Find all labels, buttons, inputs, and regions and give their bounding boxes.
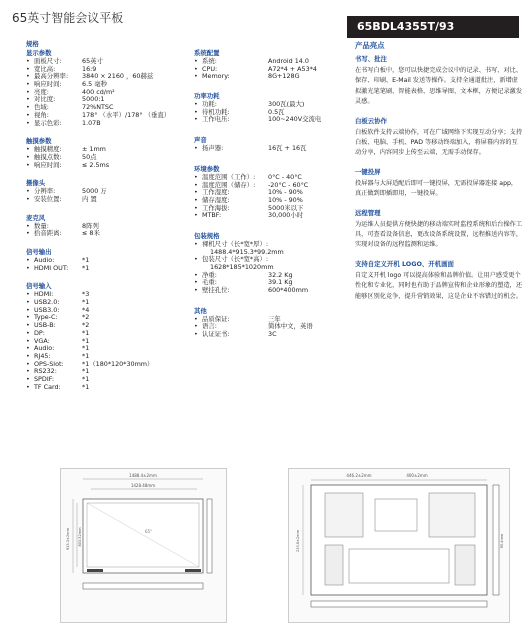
bullet-icon: • [26,321,30,330]
section-title-camera: 摄像头 [26,179,46,188]
spec-section-display [26,40,191,127]
spec-value: 8G+128G [268,72,300,81]
spec-section-system [194,49,344,81]
spec-row [26,162,191,170]
spec-value: 100~240V交流电 [268,115,322,124]
spec-key: HDMI OUT: [34,263,69,272]
bullet-icon: • [26,263,30,272]
spec-key: 扬声器: [202,144,224,153]
section-title-other: 其他 [194,306,207,315]
bullet-icon: • [26,57,30,65]
spec-key: 功耗: [202,100,217,109]
spec-section-other [194,307,344,339]
spec-section-env [194,165,344,220]
bullet-icon: • [194,64,198,73]
spec-key: 毛重: [202,278,217,287]
spec-key: 工作海拔: [202,203,230,212]
back-view-drawing [288,468,510,623]
spec-key: 温度范围（储存）: [202,180,256,189]
spec-row [26,120,191,128]
bullet-icon: • [194,100,198,109]
spec-value: *1 [82,374,90,383]
spec-section-sound [194,136,344,153]
bullet-icon: • [26,145,30,154]
back-right-dim: 95.4mm [500,533,504,549]
spec-key: 对比度: [34,95,56,104]
spec-row [26,265,191,273]
bullet-icon: • [26,95,30,104]
spec-section-signal_in [26,282,191,391]
bullet-icon: • [26,336,30,345]
spec-value: 32.2 Kg [268,270,293,279]
spec-value: 178° （水平）/178° （垂直） [82,110,171,119]
front-side-dim: 915.3±2mm [66,528,70,550]
spec-key: MTBF: [202,211,222,220]
spec-value: *1 [82,344,90,353]
bullet-icon: • [26,194,30,203]
spec-key: 分辨率: [34,187,56,196]
spec-key: 包装尺寸（长*宽*高）: [202,255,269,264]
spec-value: 1.07B [82,118,101,127]
spec-key: 面板尺寸: [34,57,62,65]
spec-value: 10% - 90% [268,188,303,197]
spec-value: *1 [82,367,90,376]
spec-value: -20°C - 60°C [268,180,309,189]
bullet-icon: • [194,211,198,220]
highlight-title: 白板云协作 [355,116,387,125]
bullet-icon: • [194,255,198,264]
spec-key: 净重: [202,270,217,279]
bullet-icon: • [26,374,30,383]
bullet-icon: • [26,72,30,81]
spec-value: 8阵列 [82,221,99,230]
spec-value: 50点 [82,152,97,161]
bullet-icon: • [26,351,30,360]
bullet-icon: • [194,180,198,189]
spec-value: 5000米以下 [268,203,304,212]
section-title-signal_in: 信号输入 [26,282,52,291]
highlights-column [355,40,523,302]
page-title: 65英寸智能会议平板 [12,11,124,25]
spec-value: 10% - 90% [268,195,303,204]
spec-value: *1 [82,382,90,391]
spec-key: USB-B: [34,321,56,330]
spec-value: 3840 × 2160 ，60赫兹 [82,72,154,81]
section-title-mic: 麦克风 [26,213,46,222]
spec-key: 色域: [34,103,49,112]
bullet-icon: • [194,72,198,81]
highlight-text: 在书写白板中，您可以快捷完成会议中的记录、书写、对比、保存、印刷、E-Mail 发送等操作。支持全通道批注，新增虚拟激光笔笔刷、智能表格、思维导图、文本框，方便记录激发灵感。 [355,67,523,106]
spec-value: *4 [82,305,90,314]
spec-key: 触摸点数: [34,152,62,161]
spec-key: Audio: [34,344,55,353]
spec-key: 储存湿度: [202,195,230,204]
spec-key: 工作电压: [202,115,230,124]
bullet-icon: • [26,344,30,353]
bullet-icon: • [26,367,30,376]
bullet-icon: • [26,187,30,196]
back-view-svg [289,469,509,622]
spec-value: ± 1mm [82,145,106,154]
spec-key: 响应时间: [34,160,62,169]
spec-key: 亮度: [34,87,49,96]
spec-value: *1 [82,328,90,337]
section-title-display: 显示参数 [26,49,52,57]
spec-row [26,230,191,238]
front-view-drawing [60,468,227,623]
spec-row [26,345,191,353]
section-title-package: 包装规格 [194,231,220,240]
front-inner-dim: 1428.48mm [130,483,156,488]
spec-value: 5000 万 [82,187,107,196]
specs-column-left [26,40,191,391]
spec-value: 简体中文，英语 [268,322,313,331]
spec-key: VGA: [34,336,50,345]
bullet-icon: • [26,118,30,127]
section-title-power: 功率功耗 [194,92,220,101]
spec-section-package [194,232,344,295]
back-top-right-dim: 400±2mm [406,473,428,478]
spec-value: *1（180*120*30mm） [82,359,154,368]
spec-row [26,330,191,338]
spec-key: SPDIF: [34,374,55,383]
bullet-icon: • [26,64,30,73]
model-banner: 65BDL4355T/93 [347,16,519,38]
spec-key: OPS-Slot: [34,359,64,368]
bullet-icon: • [194,239,198,248]
spec-row [26,384,191,392]
section-title-env: 环境参数 [194,164,220,173]
spec-key: USB3.0: [34,305,60,314]
bullet-icon: • [194,107,198,116]
spec-key: 温度范围（工作）: [202,172,256,181]
bullet-icon: • [194,115,198,124]
bullet-icon: • [194,195,198,204]
bullet-icon: • [194,322,198,331]
spec-value: 三年 [268,314,281,323]
spec-value: 0°C - 40°C [268,172,302,181]
spec-value: 3C [268,330,277,339]
bullet-icon: • [26,305,30,314]
highlight-title: 远程管理 [355,208,381,217]
spec-key: CPU: [202,64,218,73]
spec-value: 16瓦 + 16瓦 [268,144,307,153]
spec-value: 30,000小时 [268,211,304,220]
spec-key: RJ45: [34,351,51,360]
front-diag-label: 65" [145,529,152,534]
spec-key: 最高分辨率: [34,72,69,81]
spec-value: 600*400mm [268,286,309,295]
bullet-icon: • [194,144,198,153]
highlight-text: 自定义开机 logo 可以提高体验和品牌价值。让用户感受更个性化和专业化，同时也有助于品牌宣传和企业形象的塑造，还能够区别化竞争，提升营销效果，这是企业不容错过的机会。 [355,271,523,300]
bullet-icon: • [194,286,198,295]
spec-section-camera [26,179,191,203]
bullet-icon: • [26,256,30,264]
bullet-icon: • [194,172,198,181]
spec-key: 壁挂孔位: [202,286,230,295]
bullet-icon: • [26,87,30,96]
spec-key: Type-C: [34,313,58,322]
spec-section-power [194,92,344,124]
bullet-icon: • [26,298,30,307]
spec-key: 宽比高: [34,64,56,73]
spec-key: 系统: [202,57,217,65]
spec-key: USB2.0: [34,298,60,307]
spec-value: 内 置 [82,194,97,203]
spec-key: 安装位置: [34,194,62,203]
front-top-dim: 1488.4±2mm [129,473,157,478]
spec-value: 5000:1 [82,95,105,104]
bullet-icon: • [26,221,30,230]
spec-value: 0.5瓦 [268,107,285,116]
spec-key: 待机功耗: [202,107,230,116]
bullet-icon: • [194,330,198,339]
highlight-text: 为运维人员提供方便快捷的移动端实时监控系统和后台操作工具，可查看设备信息，更改设备系统设置，远程推送内容等，实现对设备的远程监测和运维。 [355,220,523,249]
spec-key: Memory: [202,72,230,81]
back-left-dim: 233.6±2mm [296,530,300,552]
spec-value: 300瓦(最大) [268,100,305,109]
section-title-system: 系统配置 [194,49,220,57]
bullet-icon: • [194,314,198,323]
spec-value: *1 [82,263,90,272]
spec-key: 拾音距离: [34,229,62,238]
specs-header: 规格 [26,40,39,48]
spec-section-touch [26,137,191,169]
bullet-icon: • [194,203,198,212]
highlight-title: 一键投屏 [355,167,381,176]
spec-row [194,116,344,124]
spec-key: TF Card: [34,382,61,391]
spec-value: 400 cd/m² [82,87,115,96]
spec-key: DP: [34,328,45,337]
spec-key: Audio: [34,256,55,264]
bullet-icon: • [26,152,30,161]
spec-key: 数量: [34,221,49,230]
bullet-icon: • [26,80,30,89]
bullet-icon: • [26,160,30,169]
spec-value: *1 [82,351,90,360]
spec-row [194,145,344,153]
spec-value: 39.1 Kg [268,278,293,287]
back-top-left-dim: 446.2±2mm [346,473,372,478]
spec-row [26,196,191,204]
spec-row [194,287,344,295]
spec-key: 响应时间: [34,80,62,89]
highlights-header: 产品亮点 [355,41,385,50]
bullet-icon: • [194,188,198,197]
spec-row [26,322,191,330]
spec-value: 65英寸 [82,57,103,65]
spec-row [194,212,344,220]
spec-value: 6.5 毫秒 [82,80,107,89]
spec-value: A72*4 + A53*4 [268,64,317,73]
section-title-signal_out: 信号输出 [26,248,52,256]
spec-value: 16:9 [82,64,97,73]
spec-key: 语言: [202,322,217,331]
spec-row [194,331,344,339]
spec-value: Android 14.0 [268,57,309,65]
section-title-sound: 声音 [194,136,207,145]
bullet-icon: • [26,359,30,368]
spec-value: *1 [82,256,90,264]
spec-value: 1628*185*1020mm [210,263,274,271]
bullet-icon: • [26,313,30,322]
bullet-icon: • [26,103,30,112]
specs-column-middle [194,49,344,339]
bullet-icon: • [26,290,30,299]
highlight-title: 支持自定义开机 LOGO、开机画面 [355,259,454,268]
spec-value: *3 [82,290,90,299]
spec-value: *2 [82,313,90,322]
spec-value: *1 [82,336,90,345]
highlight-text: 投屏器与大屏适配后即可一键投屏，无需投屏器连接 app，真正做到即插即用，一键投屏。 [355,179,518,198]
highlight-title: 书写、批注 [355,55,387,63]
spec-key: RS232: [34,367,57,376]
bullet-icon: • [194,270,198,279]
spec-key: 认证证书: [202,330,230,339]
spec-value: ≤ 2.5ms [82,160,110,169]
spec-key: 视角: [34,110,49,119]
spec-value: 72%NTSC [82,103,114,112]
spec-value: 1488.4*915.3*99.2mm [210,247,284,256]
spec-section-mic [26,214,191,238]
spec-key: 显示色彩: [34,118,62,127]
spec-key: 裸机尺寸（长*宽*厚）: [202,239,269,248]
bullet-icon: • [26,328,30,337]
bullet-icon: • [26,110,30,119]
spec-key: 工作湿度: [202,188,230,197]
highlight-text: 白板软件支持云端协作，可在广域网络下实现互动分享；支持白板、电脑、手机、PAD 等移动终端加入，将屏幕内容的互动分享，内容同步上传至云端，无需手动保存。 [355,128,523,157]
front-view-svg [61,469,226,622]
bullet-icon: • [26,382,30,391]
spec-value: *2 [82,321,90,330]
spec-value: ≤ 8米 [82,229,100,238]
bullet-icon: • [26,229,30,238]
spec-key: 品质保证: [202,314,230,323]
spec-section-signal_out [26,248,191,272]
front-side-inner: 803.52mm [78,527,82,547]
spec-key: 触摸精度: [34,145,62,154]
section-title-touch: 触摸参数 [26,137,52,146]
spec-row [194,73,344,81]
bullet-icon: • [194,278,198,287]
bullet-icon: • [194,57,198,65]
spec-key: HDMI: [34,290,54,299]
spec-value: *1 [82,298,90,307]
